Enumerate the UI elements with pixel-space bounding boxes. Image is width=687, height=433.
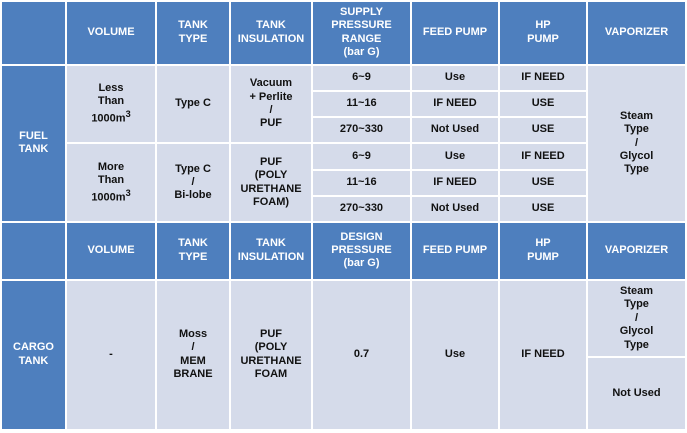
cargo-vaporizer-steam xyxy=(588,281,685,357)
header-feed-pump-text: FEED PUMP xyxy=(422,244,488,257)
header-tank-type-line: TYPE xyxy=(178,32,208,45)
cargo-vaporizer-not-used xyxy=(588,358,685,429)
insulation-line: (POLY xyxy=(254,341,288,354)
hp-pump-cell xyxy=(500,171,586,195)
feed-pump-value: Use xyxy=(444,149,466,162)
fuel-insulation-1 xyxy=(231,66,311,143)
header-hp-pump-line: PUMP xyxy=(527,32,559,45)
insulation-line: URETHANE xyxy=(240,182,302,195)
tank-type-line: Type C xyxy=(175,162,211,175)
vaporizer-line: Glycol xyxy=(619,325,654,338)
pressure-value: 270~330 xyxy=(339,123,384,136)
header-hp-pump-line: HP xyxy=(535,237,551,250)
insulation-line: PUF xyxy=(260,327,282,340)
vaporizer-line: Type xyxy=(624,338,649,351)
cargo-tank-label-line: TANK xyxy=(18,354,49,367)
insulation-line: / xyxy=(269,103,273,116)
pressure-cell xyxy=(313,197,410,221)
insulation-line: (POLY xyxy=(254,169,288,182)
tank-type-line: / xyxy=(191,175,195,188)
header-corner xyxy=(2,2,65,64)
feed-pump-cell xyxy=(412,171,498,195)
pressure-value: 6~9 xyxy=(352,149,371,162)
hp-pump-cell xyxy=(500,197,586,221)
hp-pump-value: IF NEED xyxy=(521,71,565,83)
header-tank-insulation-line: TANK xyxy=(256,19,286,32)
pressure-value: 0.7 xyxy=(353,348,370,361)
feed-pump-cell xyxy=(412,144,498,168)
pressure-cell xyxy=(313,171,410,195)
fuel-volume-less xyxy=(67,66,155,143)
header-pressure-line: PRESSURE xyxy=(331,244,392,257)
header-tank-type-line: TYPE xyxy=(178,250,208,263)
feed-pump-value: Use xyxy=(444,71,466,83)
insulation-line: PUF xyxy=(260,155,282,168)
cargo-insulation xyxy=(231,281,311,429)
hp-pump-value: IF NEED xyxy=(521,149,565,162)
pressure-cell xyxy=(313,92,410,116)
header-volume xyxy=(67,223,155,279)
header-volume-text: VOLUME xyxy=(87,26,135,39)
header-pressure-line: PRESSURE xyxy=(331,19,392,32)
feed-pump-value: Not Used xyxy=(430,123,480,136)
header-tank-type xyxy=(157,2,229,64)
vaporizer-line: Glycol xyxy=(619,150,654,162)
hp-pump-cell xyxy=(500,144,586,168)
header-feed-pump-text: FEED PUMP xyxy=(422,26,488,39)
feed-pump-value: IF NEED xyxy=(433,97,477,110)
volume-line: Less xyxy=(98,82,124,94)
vaporizer-line: Steam xyxy=(619,284,654,297)
vaporizer-line: Type xyxy=(624,163,649,176)
header-volume xyxy=(67,2,155,64)
cargo-feed-pump xyxy=(412,281,498,429)
feed-pump-cell xyxy=(412,197,498,221)
hp-pump-value: USE xyxy=(531,175,555,188)
fuel-volume-more xyxy=(67,144,155,221)
pressure-value: 11~16 xyxy=(346,175,377,188)
tank-type-line: Bi-lobe xyxy=(174,189,212,202)
header-hp-pump-line: HP xyxy=(535,19,551,32)
hp-pump-value: USE xyxy=(531,202,555,215)
header-tank-type-line: TANK xyxy=(178,19,208,32)
vaporizer-value: Not Used xyxy=(612,386,661,399)
volume-line: 1000m xyxy=(91,112,126,125)
hp-pump-value: USE xyxy=(531,97,555,110)
header-hp-pump-line: PUMP xyxy=(527,250,559,263)
header-supply-pressure xyxy=(313,2,410,64)
fuel-tank-type-1 xyxy=(157,66,229,143)
header-tank-insulation-line: TANK xyxy=(256,237,286,250)
tank-type-line: Moss xyxy=(178,327,208,340)
pressure-value: 270~330 xyxy=(339,202,384,215)
fuel-tank-label xyxy=(2,66,65,221)
header-pressure-line: DESIGN xyxy=(340,230,383,243)
header-vaporizer xyxy=(588,2,685,64)
fuel-insulation-2 xyxy=(231,144,311,221)
hp-pump-value: IF NEED xyxy=(521,348,565,361)
volume-line: Than xyxy=(97,174,125,187)
cargo-volume xyxy=(67,281,155,429)
insulation-line: FOAM) xyxy=(252,196,290,209)
hp-pump-cell xyxy=(500,118,586,142)
cargo-tank-label xyxy=(2,281,65,429)
tank-type-line: BRANE xyxy=(173,368,213,381)
header-volume-text: VOLUME xyxy=(87,244,135,257)
cargo-tank-type xyxy=(157,281,229,429)
cargo-tank-label-line: CARGO xyxy=(13,341,54,354)
fuel-vaporizer xyxy=(588,66,685,221)
vaporizer-line: Type xyxy=(624,123,649,136)
cargo-design-pressure xyxy=(313,281,410,429)
pressure-cell xyxy=(313,144,410,168)
cargo-header-row xyxy=(2,223,685,279)
header-pressure-line: RANGE xyxy=(341,32,382,45)
header-tank-insulation-line: INSULATION xyxy=(237,32,305,45)
feed-pump-cell xyxy=(412,92,498,116)
header-pressure-line: (bar G) xyxy=(343,257,380,270)
header-vaporizer-text: VAPORIZER xyxy=(604,244,669,257)
header-corner xyxy=(2,223,65,279)
header-pressure-line: (bar G) xyxy=(343,46,380,59)
header-tank-insulation xyxy=(231,2,311,64)
header-tank-insulation xyxy=(231,223,311,279)
header-vaporizer-text: VAPORIZER xyxy=(604,26,669,39)
cargo-hp-pump xyxy=(500,281,586,429)
fuel-row xyxy=(2,66,685,90)
fuel-tank-label-line: FUEL xyxy=(19,129,48,142)
fuel-header-row xyxy=(2,2,685,64)
tank-type-line: MEM xyxy=(180,354,206,367)
header-feed-pump xyxy=(412,2,498,64)
pressure-cell xyxy=(313,118,410,142)
pressure-value: 6~9 xyxy=(352,71,371,83)
pressure-value: 11~16 xyxy=(346,97,377,110)
fuel-tank-type-2 xyxy=(157,144,229,221)
fuel-tank-label-line: TANK xyxy=(18,143,49,156)
volume-line: More xyxy=(97,160,125,173)
volume-superscript: 3 xyxy=(125,187,131,198)
hp-pump-cell xyxy=(500,92,586,116)
header-pressure-line: SUPPLY xyxy=(339,5,383,18)
header-tank-type-line: TANK xyxy=(178,237,208,250)
header-vaporizer xyxy=(588,223,685,279)
insulation-line: + Perlite xyxy=(249,90,293,103)
insulation-line: URETHANE xyxy=(240,354,302,367)
hp-pump-cell xyxy=(500,66,586,90)
header-hp-pump xyxy=(500,2,586,64)
header-tank-insulation-line: INSULATION xyxy=(237,250,305,263)
vaporizer-line: / xyxy=(634,311,639,324)
feed-pump-value: Use xyxy=(444,348,466,361)
hp-pump-value: USE xyxy=(531,123,555,136)
vaporizer-line: Steam xyxy=(619,109,654,122)
volume-superscript: 3 xyxy=(125,108,131,119)
feed-pump-cell xyxy=(412,66,498,90)
vaporizer-line: / xyxy=(634,136,639,149)
feed-pump-value: Not Used xyxy=(430,202,480,215)
tank-type-line: Type C xyxy=(175,97,211,110)
header-tank-type xyxy=(157,223,229,279)
volume-line: 1000m xyxy=(91,191,126,204)
pressure-cell xyxy=(313,66,410,90)
tank-type-line: / xyxy=(191,341,195,354)
header-feed-pump xyxy=(412,223,498,279)
header-design-pressure xyxy=(313,223,410,279)
volume-line: Than xyxy=(97,95,125,108)
insulation-line: FOAM xyxy=(254,368,288,381)
cargo-row xyxy=(2,281,685,357)
cargo-volume-value: - xyxy=(109,348,113,361)
header-hp-pump xyxy=(500,223,586,279)
vaporizer-line: Type xyxy=(624,298,649,311)
fuel-row xyxy=(2,144,685,168)
feed-pump-value: IF NEED xyxy=(433,175,477,188)
feed-pump-cell xyxy=(412,118,498,142)
insulation-line: PUF xyxy=(260,117,282,130)
insulation-line: Vacuum xyxy=(249,77,293,90)
